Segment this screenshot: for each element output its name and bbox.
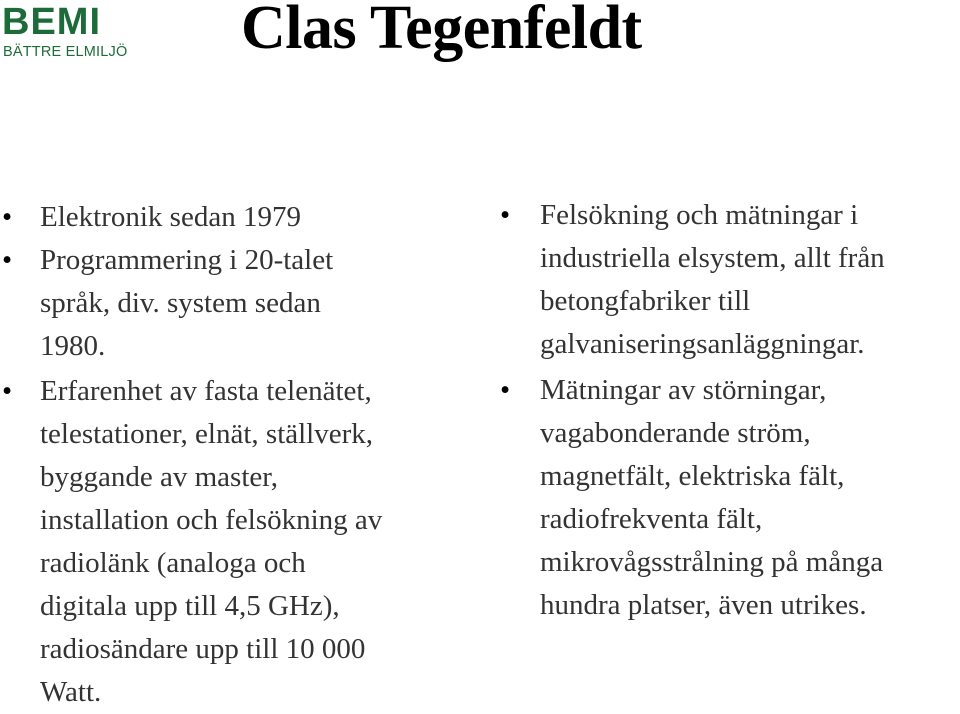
bullet-icon: •: [500, 374, 511, 406]
bemi-logo: [0, 0, 132, 62]
item-text-line: Mätningar av störningar,: [540, 374, 827, 406]
item-text-line: Programmering i 20-talet: [40, 244, 334, 276]
list-item: [500, 194, 960, 366]
item-text-line: betongfabriker till: [540, 285, 751, 317]
bullet-icon: •: [2, 244, 13, 276]
list-item: [500, 369, 960, 627]
item-text-line: digitala upp till 4,5 GHz),: [40, 590, 340, 622]
item-text-line: radiolänk (analoga och: [40, 547, 306, 579]
item-text-line: 1980.: [40, 330, 106, 362]
item-text-line: vagabonderande ström,: [540, 417, 811, 449]
bullet-icon: •: [500, 199, 511, 231]
item-text-line: hundra platser, även utrikes.: [540, 589, 867, 621]
item-text-line: byggande av master,: [40, 461, 279, 493]
page-title: Clas Tegenfeldt: [241, 0, 642, 62]
logo-tagline: BÄTTRE ELMILJÖ: [3, 44, 128, 60]
item-text-line: radiosändare upp till 10 000: [40, 633, 366, 665]
item-text-line: Watt.: [40, 676, 102, 708]
item-text-line: telestationer, elnät, ställverk,: [40, 418, 374, 450]
list-item: [0, 239, 470, 368]
item-text-line: installation och felsökning av: [40, 504, 383, 536]
item-text-line: Elektronik sedan 1979: [40, 201, 301, 233]
logo-wordmark: BEMI: [2, 1, 101, 43]
item-text-line: Felsökning och mätningar i: [540, 199, 859, 231]
item-text-line: språk, div. system sedan: [40, 287, 321, 319]
bullet-icon: •: [2, 375, 13, 407]
item-text-line: mikrovågsstrålning på många: [540, 546, 884, 578]
bemi-logo-graphic: [0, 0, 132, 62]
item-text-line: radiofrekventa fält,: [540, 503, 763, 535]
bullet-icon: •: [2, 201, 13, 233]
item-text-line: galvaniseringsanläggningar.: [540, 328, 865, 360]
list-item: [0, 370, 470, 714]
item-text-line: industriella elsystem, allt från: [540, 242, 885, 274]
item-text-line: Erfarenhet av fasta telenätet,: [40, 375, 372, 407]
left-bullet-list: [0, 196, 470, 714]
list-item: [0, 196, 470, 239]
item-text-line: magnetfält, elektriska fält,: [540, 460, 845, 492]
right-bullet-list: [500, 194, 960, 627]
